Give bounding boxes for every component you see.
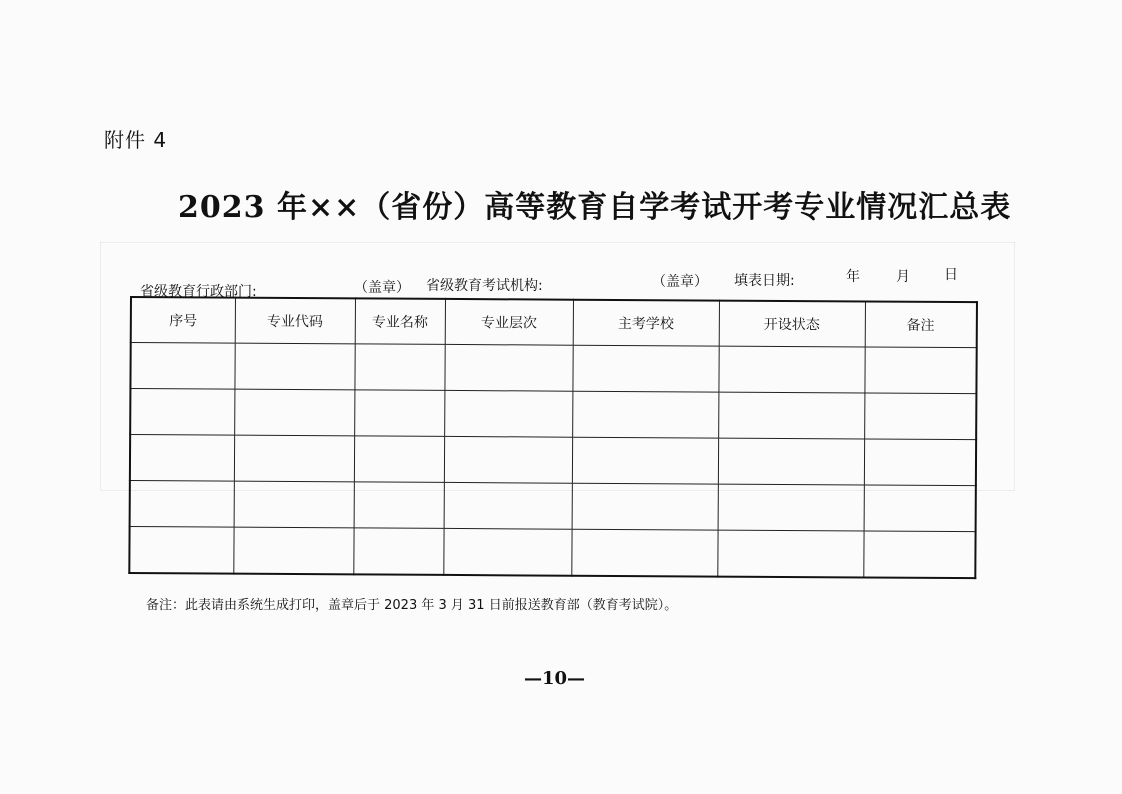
table-cell <box>572 391 718 438</box>
day-label: 日 <box>944 267 958 283</box>
table-row <box>130 389 976 440</box>
bleed-through-line <box>100 242 1015 243</box>
table-cell <box>863 531 975 578</box>
year-label: 年 <box>846 269 860 285</box>
exam-org-label: 省级教育考试机构: <box>426 278 543 294</box>
table-cell <box>129 527 233 574</box>
table-cell <box>718 346 864 393</box>
table-cell <box>234 481 354 528</box>
table-cell <box>717 530 863 577</box>
column-header-host-school: 主考学校 <box>573 300 719 346</box>
table-cell <box>234 435 354 482</box>
table-cell <box>572 437 718 484</box>
admin-dept-label: 省级教育行政部门: <box>140 284 257 300</box>
table-cell <box>130 389 234 436</box>
table-cell <box>718 392 864 439</box>
table-cell <box>354 436 444 483</box>
table-cell <box>443 528 571 575</box>
attachment-label: 附件 4 <box>104 128 168 152</box>
table-row <box>130 435 976 486</box>
table-cell <box>718 438 864 485</box>
table-row <box>130 343 976 394</box>
table-cell <box>572 345 718 392</box>
table-cell <box>444 344 572 391</box>
footnote: 备注：此表请由系统生成打印，盖章后于 2023 年 3 月 31 日前报送教育部（教育考试院）。 <box>146 598 678 613</box>
admin-dept-seal: （盖章） <box>354 280 410 296</box>
month-label: 月 <box>896 269 910 285</box>
column-header-major-name: 专业名称 <box>355 298 445 344</box>
fill-date-label: 填表日期: <box>734 273 795 289</box>
table-cell <box>864 393 976 440</box>
table-cell <box>444 436 572 483</box>
table-cell <box>234 389 354 436</box>
column-header-index: 序号 <box>131 297 235 343</box>
column-header-major-code: 专业代码 <box>235 298 355 344</box>
table-cell <box>354 344 444 391</box>
table-cell <box>444 390 572 437</box>
table-cell <box>444 482 572 529</box>
table-cell <box>864 347 976 394</box>
table-cell <box>234 343 354 390</box>
table-cell <box>130 435 234 482</box>
page-number: —10— <box>524 668 586 689</box>
table-cell <box>864 485 976 532</box>
exam-org-seal: （盖章） <box>652 274 708 290</box>
bleed-through-line <box>1014 242 1015 490</box>
table-row <box>129 527 975 579</box>
document-title: 2023 年××（省份）高等教育自学考试开考专业情况汇总表 <box>178 190 1012 225</box>
table-cell <box>864 439 976 486</box>
table-cell <box>718 484 864 531</box>
table-cell <box>130 343 234 390</box>
bleed-through-line <box>100 242 101 490</box>
table-header-row <box>131 297 977 348</box>
table-cell <box>354 390 444 437</box>
table-cell <box>572 483 718 530</box>
table-cell <box>571 529 717 576</box>
summary-table <box>128 296 978 579</box>
table-cell <box>233 527 353 574</box>
table-cell <box>130 481 234 528</box>
table-cell <box>353 528 443 575</box>
column-header-major-level: 专业层次 <box>445 299 573 345</box>
column-header-remarks: 备注 <box>865 301 977 347</box>
column-header-status: 开设状态 <box>719 301 865 347</box>
table-cell <box>354 482 444 529</box>
table-row <box>130 481 976 532</box>
